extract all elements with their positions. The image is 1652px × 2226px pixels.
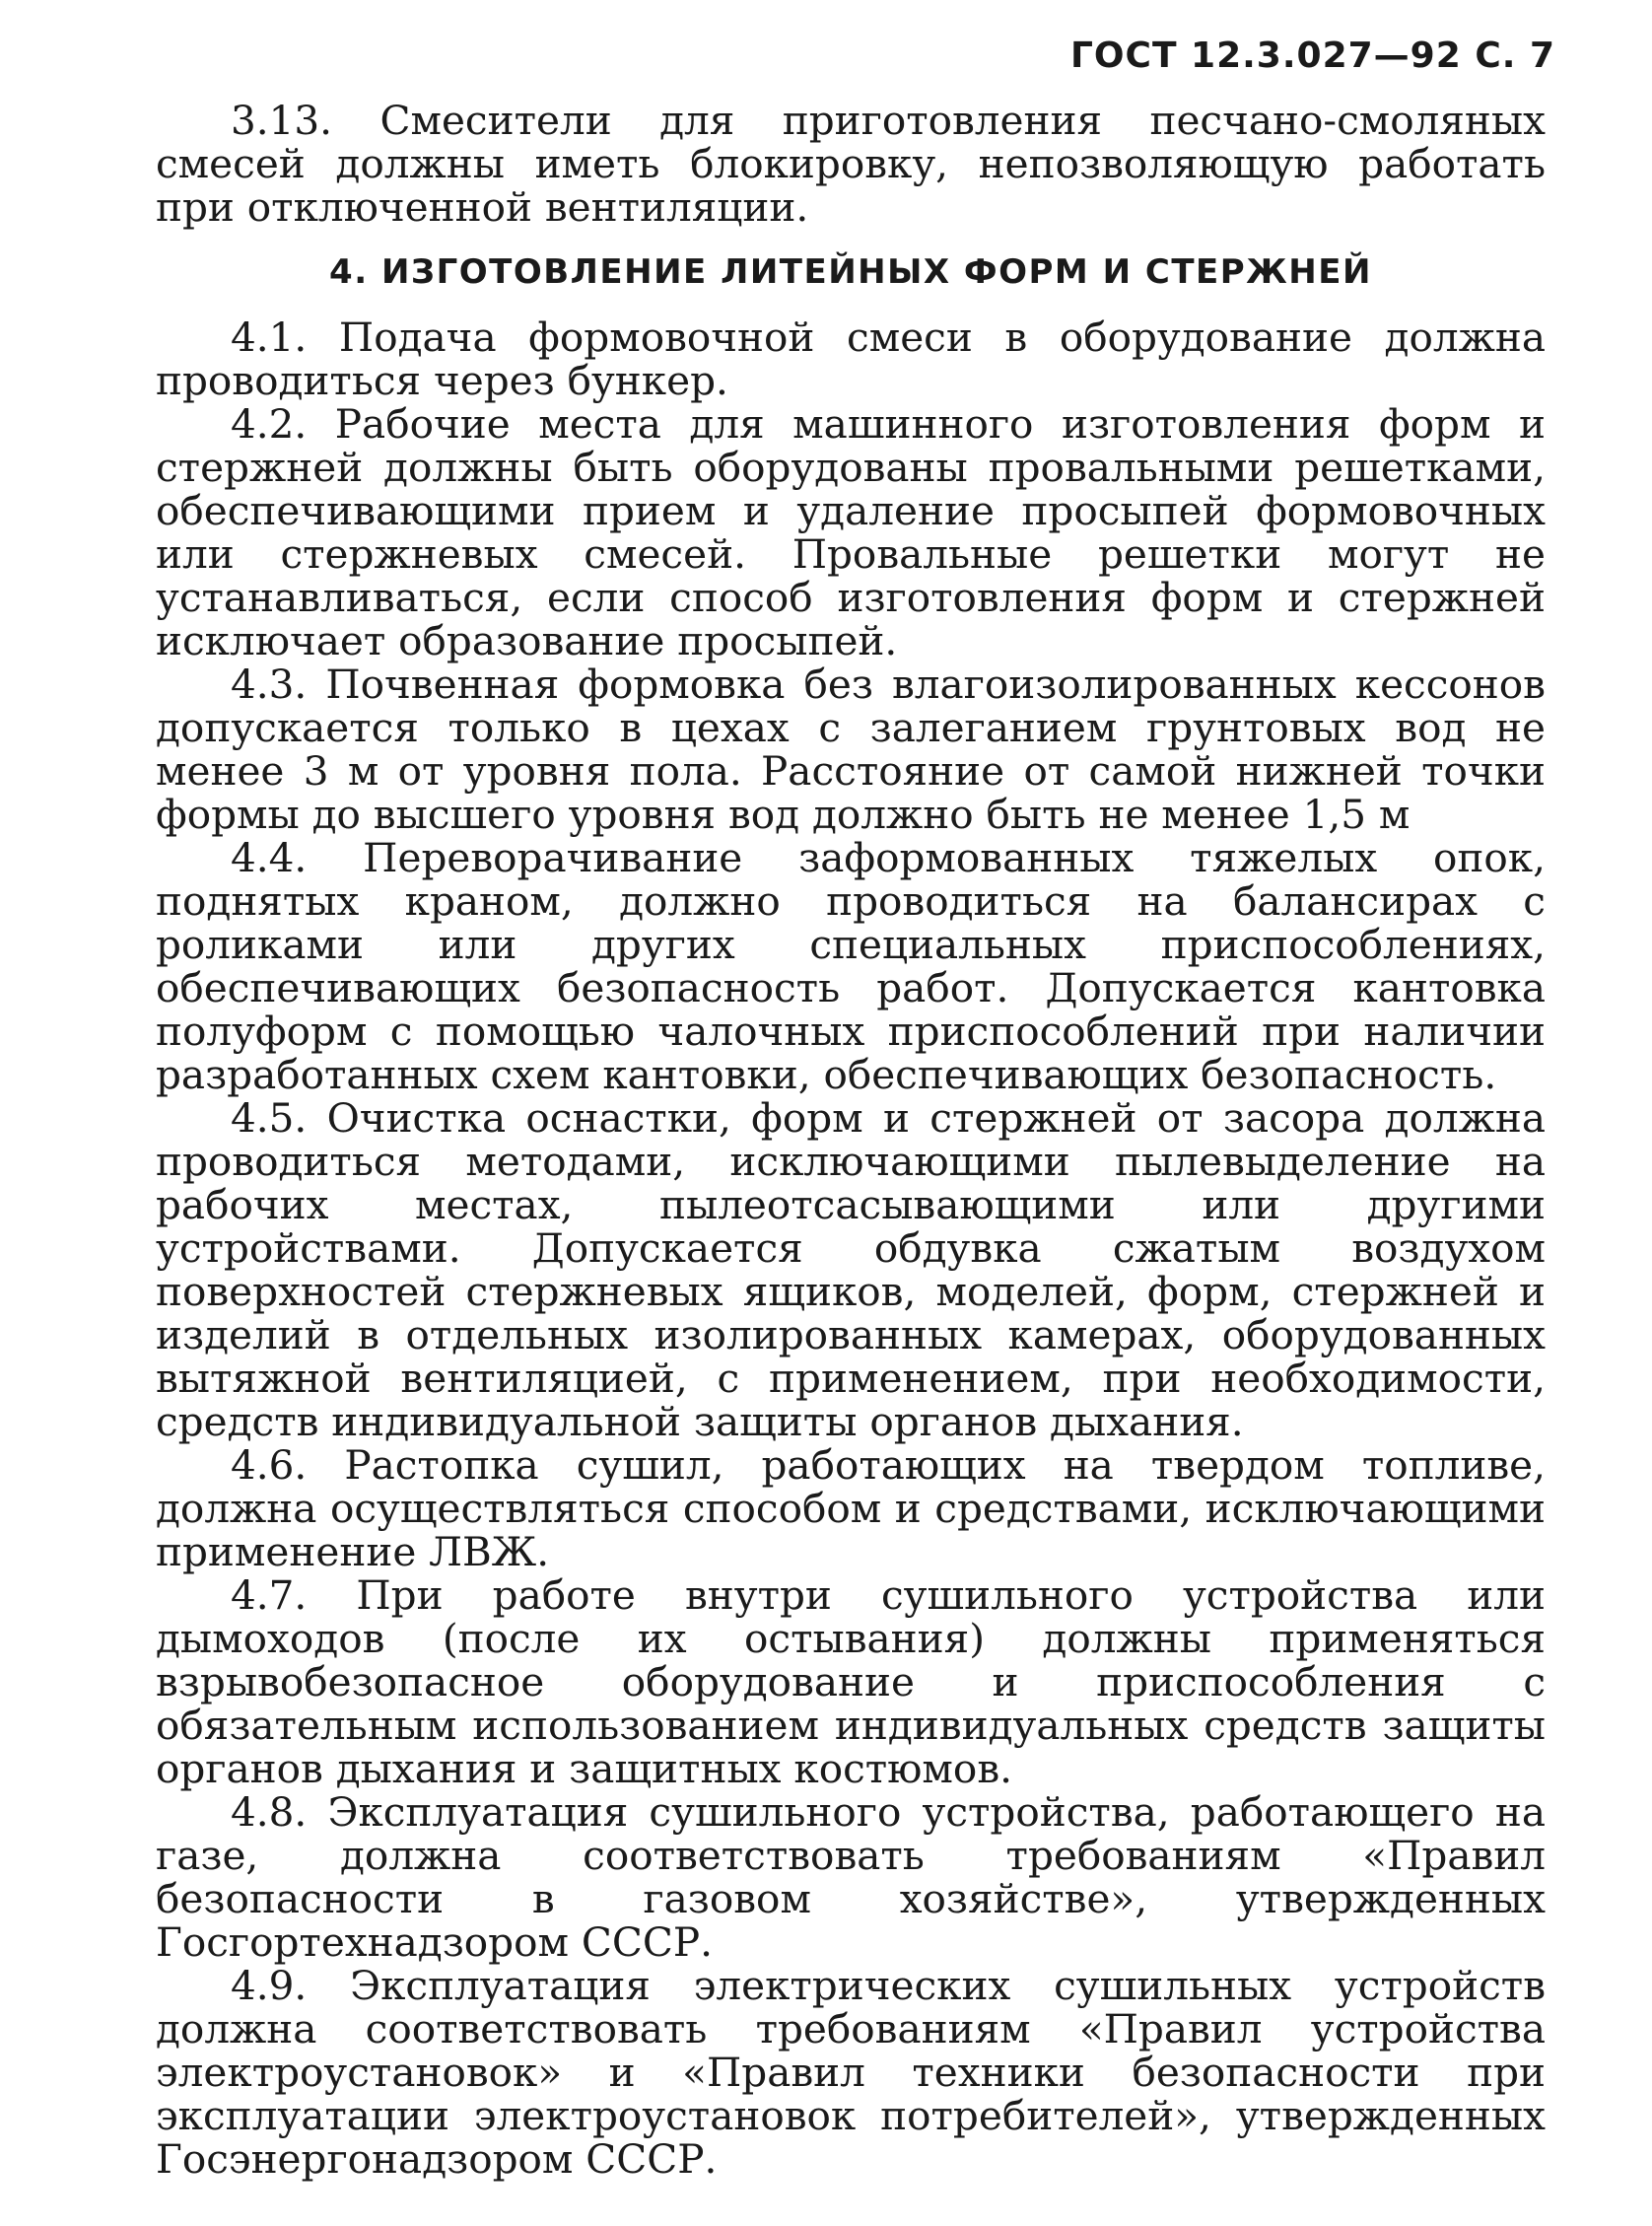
paragraph-4-7: 4.7. При работе внутри сушильного устройства или дымоходов (после их остывания) должны применяться взрывобезопасное оборудование и приспособления с обязательным использованием индивидуальных средств защиты органов дыхания и защитных костюмов. [156,1571,1546,1792]
running-head: ГОСТ 12.3.027—92 С. 7 [1069,35,1555,76]
paragraph-4-2: 4.2. Рабочие места для машинного изготовления форм и стержней должны быть оборудованы провальными решетками, обеспечивающими прием и удаление просыпей формовочных или стержневых смесей. Провальные решетки могут не устанавливаться, если способ изготовления форм и стержней исключает образование просыпей. [156,400,1546,664]
paragraph-4-4: 4.4. Переворачивание заформованных тяжелых опок, поднятых краном, должно проводиться на балансирах с роликами или других специальных приспособлениях, обеспечивающих безопасность работ. Допускается кантовка полуформ с помощью чалочных приспособлений при наличии разработанных схем кантовки, обеспечивающих безопасность. [156,834,1546,1098]
document-body [156,99,1546,2181]
paragraph-4-8: 4.8. Эксплуатация сушильного устройства, работающего на газе, должна соответствовать требованиям «Правил безопасности в газовом хозяйстве», утвержденных Госгортехнадзором СССР. [156,1788,1546,1966]
paragraph-3-13: 3.13. Смесители для приготовления песчано-смоляных смесей должны иметь блокировку, непозволяющую работать при отключенной вентиляции. [156,97,1546,231]
paragraph-4-5: 4.5. Очистка оснастки, форм и стержней от засора должна проводиться методами, исключающими пылевыделение на рабочих местах, пылеотсасывающими или другими устройствами. Допускается обдувка сжатым воздухом поверхностей стержневых ящиков, моделей, форм, стержней и изделий в отдельных изолированных камерах, оборудованных вытяжной вентиляцией, с применением, при необходимости, средств индивидуальной защиты органов дыхания. [156,1094,1546,1445]
paragraph-4-6: 4.6. Растопка сушил, работающих на твердом топливе, должна осуществляться способом и средствами, исключающими применение ЛВЖ. [156,1441,1546,1575]
paragraph-4-9: 4.9. Эксплуатация электрических сушильных устройств должна соответствовать требованиям «Правил устройства электроустановок» и «Правил техники безопасности при эксплуатации электроустановок потребителей», утвержденных Госэнергонадзором СССР. [156,1962,1546,2183]
section-4-title: 4. ИЗГОТОВЛЕНИЕ ЛИТЕЙНЫХ ФОРМ И СТЕРЖНЕЙ [329,252,1372,292]
paragraph-4-3: 4.3. Почвенная формовка без влагоизолированных кессонов допускается только в цехах с залеганием грунтовых вод не менее 3 м от уровня пола. Расстояние от самой нижней точки формы до высшего уровня вод должно быть не менее 1,5 м [156,661,1546,838]
paragraph-4-1: 4.1. Подача формовочной смеси в оборудование должна проводиться через бункер. [156,313,1546,404]
